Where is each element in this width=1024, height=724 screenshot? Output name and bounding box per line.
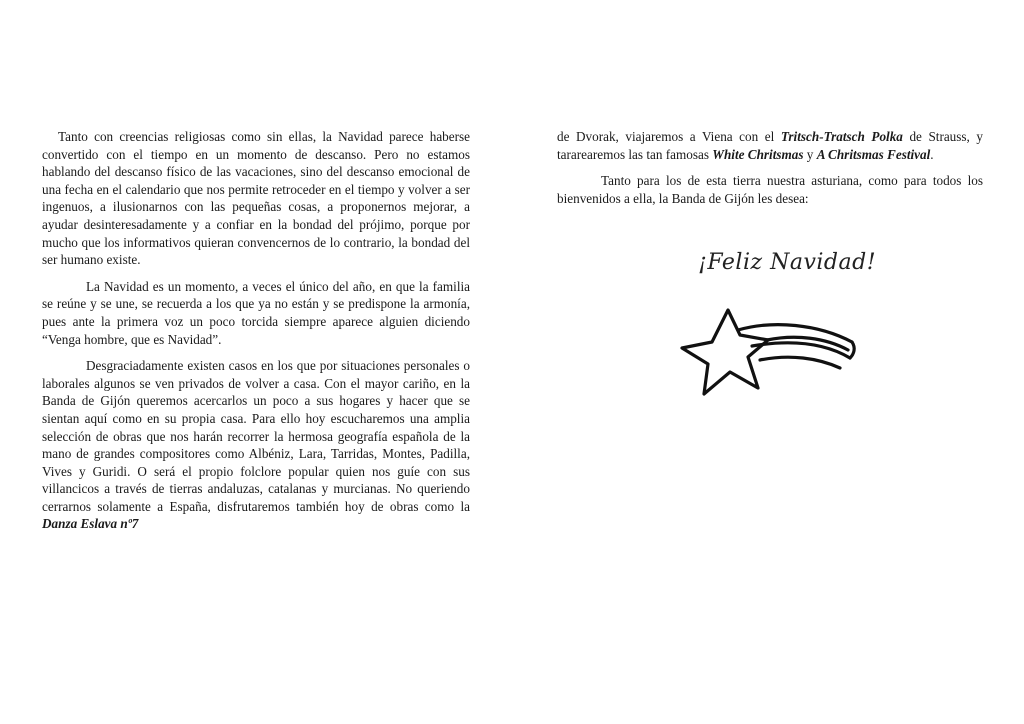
shooting-star-icon <box>678 302 860 404</box>
paragraph-text: . <box>930 146 934 162</box>
paragraph-text: de Dvorak, viajaremos a Viena con el <box>557 129 781 144</box>
work-title: White Chritsmas <box>712 146 804 162</box>
paragraph-text: Desgraciadamente existen casos en los que por situaciones personales o laborales algunos se ven privados de volver a casa. Con el mayor cariño, en la Banda de Gijón queremos acercarlos un poco a sus hogares y hacer que se sientan aquí como en su propia casa. Para ello hoy escucharemos una amplia selección de obras que nos harán recorrer la hermosa geografía española de la mano de grandes compositores como Albéniz, Lara, Tarridas, Montes, Padilla, Vives y Guridi. O será el propio folclore popular quien nos guíe con sus villancicos a través de tierras andaluzas, catalanas y murcianas. No queriendo cerrarnos solamente a España, disfrutaremos también hoy de obras como la <box>42 358 470 514</box>
paragraph: Tanto con creencias religiosas como sin ellas, la Navidad parece haberse convertido con el tiempo en un momento de descanso. Pero no estamos hablando del descanso físico de las vacaciones, sino del descanso emocional de una fecha en el calendario que nos permite retroceder en el tiempo y volver a ser ingenuos, a ilusionarnos con las pequeñas cosas, a proponernos mejorar, a ayudar desinteresadamente y a confiar en la bondad del prójimo, porque por mucho que los informativos quieran convencernos de lo contrario, la bondad del ser humano existe. <box>42 129 470 268</box>
paragraph <box>557 128 983 163</box>
paragraph <box>42 357 470 533</box>
greeting-text: ¡Feliz Navidad! <box>698 250 877 275</box>
paragraph: La Navidad es un momento, a veces el único del año, en que la familia se reúne y se une, se recuerda a los que ya no están y se predispone la armonía, pues ante la primera voz un poco torcida siempre aparece alguien diciendo “Venga hombre, que es Navidad”. <box>42 278 470 347</box>
work-title: Tritsch-Tratsch Polka <box>780 129 903 144</box>
paragraph: Tanto para los de esta tierra nuestra asturiana, como para todos los bienvenidos a ella, la Banda de Gijón les desea: <box>557 173 983 206</box>
paragraph-text: de Strauss, y tararearemos las tan famosas <box>557 129 983 162</box>
right-page <box>512 0 1024 724</box>
right-column-text <box>557 128 983 216</box>
left-column-text <box>42 128 470 542</box>
paragraph-text: y <box>803 146 817 162</box>
work-title: Danza Eslava nº7 <box>42 516 139 532</box>
work-title: A Chritsmas Festival <box>816 146 931 162</box>
